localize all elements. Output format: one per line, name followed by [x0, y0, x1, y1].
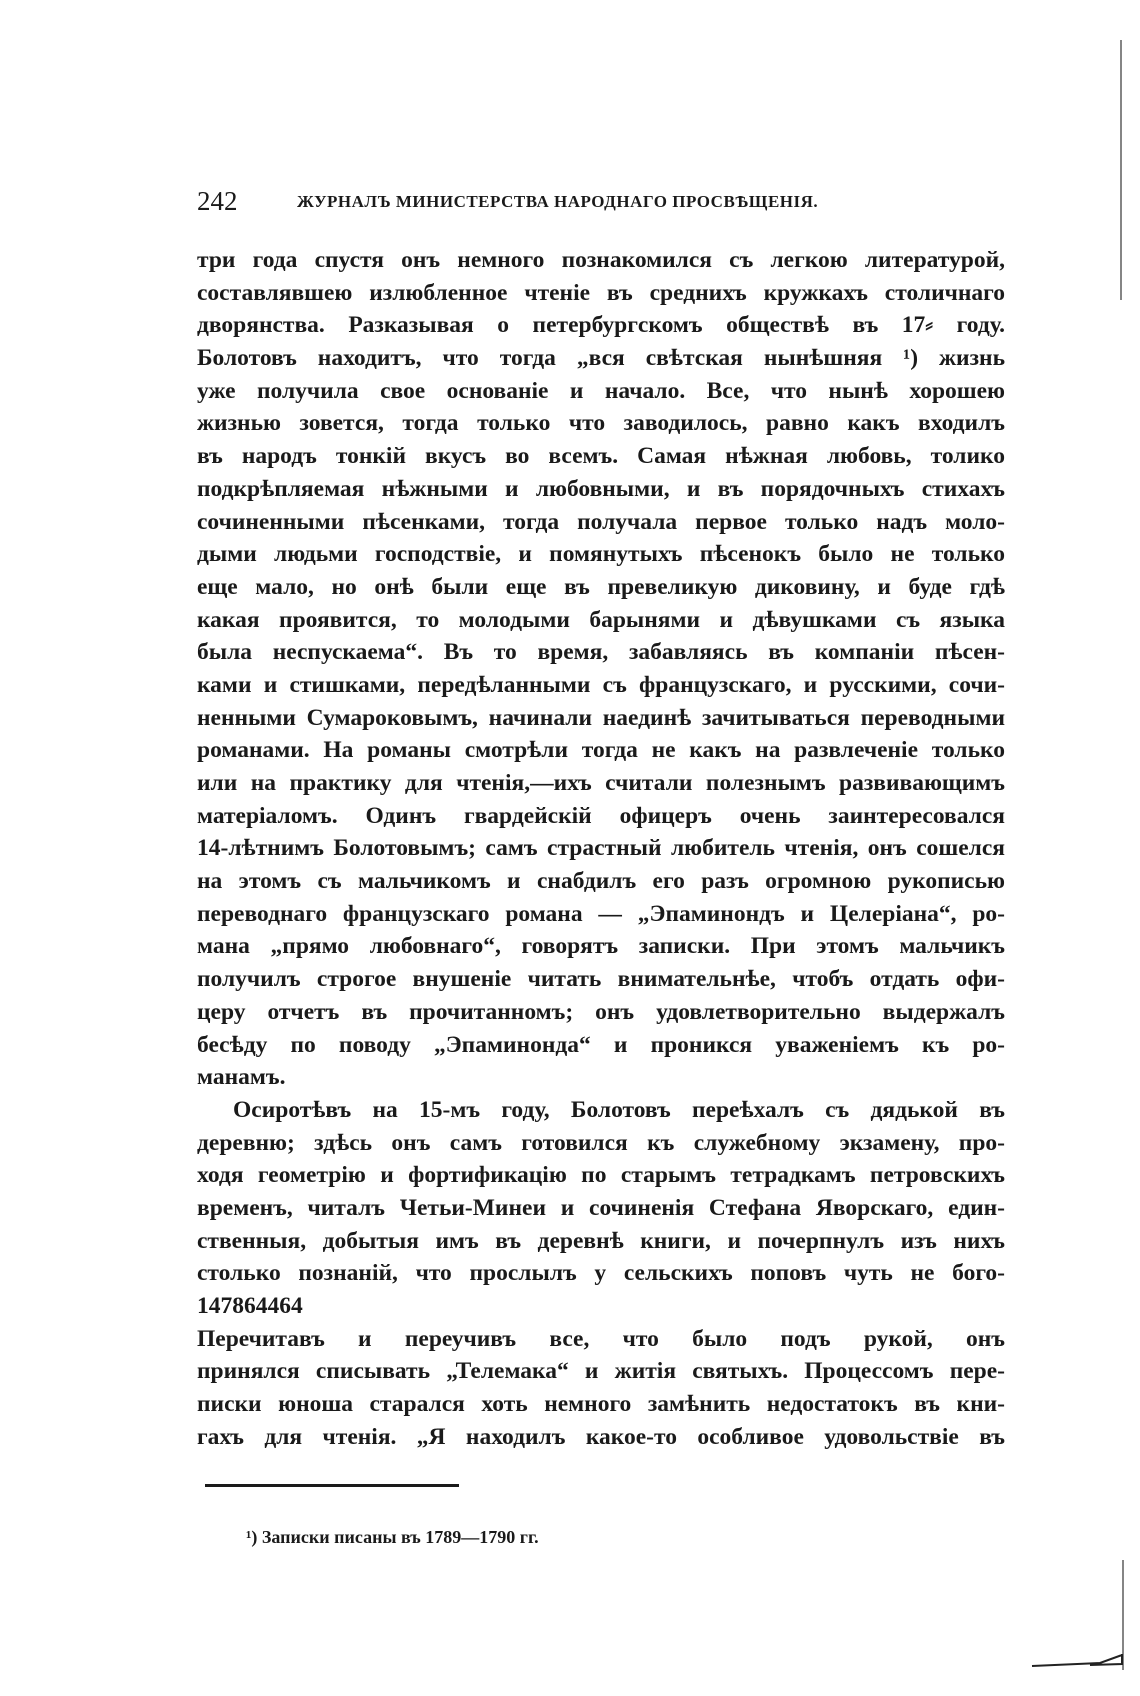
text-line: писки юноша старался хоть немного замѣнить недостатокъ въ кни-	[197, 1391, 1005, 1418]
text-line: дворянства. Разказывая о петербургскомъ обществѣ въ 17⸗ году.	[197, 312, 1005, 339]
text-line: какая проявится, то молодыми барынями и дѣвушками съ языка	[197, 606, 1005, 633]
text-line: на этомъ съ мальчикомъ и снабдилъ его разъ огромною рукописью	[197, 868, 1005, 895]
text-line: романами. На романы смотрѣли тогда не какъ на развлеченіе только	[197, 737, 1005, 764]
text-line: матеріаломъ. Одинъ гвардейскій офицеръ очень заинтересовался	[197, 802, 1005, 829]
scan-corner-mark	[1030, 1652, 1124, 1668]
text-line: столько познаній, что прослылъ у сельскихъ поповъ чуть не бого-	[197, 1260, 1005, 1287]
text-line: деревню; здѣсь онъ самъ готовился къ служебному экзамену, про-	[197, 1129, 1005, 1156]
text-line: получилъ строгое внушеніе читать внимательнѣе, чтобъ отдать офи-	[197, 966, 1005, 993]
text-line: Болотовъ находитъ, что тогда „вся свѣтская нынѣшняя ¹) жизнь	[197, 345, 1005, 372]
text-line: 14-лѣтнимъ Болотовымъ; самъ страстный любитель чтенія, онъ сошелся	[197, 835, 1005, 862]
text-line: бесѣду по поводу „Эпаминонда“ и проникся уваженіемъ къ ро-	[197, 1031, 1005, 1058]
text-line: временъ, читалъ Четьи-Минеи и сочиненія Стефана Яворскаго, един-	[197, 1194, 1005, 1221]
text-line: ственныя, добытыя имъ въ деревнѣ книги, и почерпнулъ изъ нихъ	[197, 1227, 1005, 1254]
footnote: ¹) Записки писаны въ 1789—1790 гг.	[246, 1527, 539, 1547]
text-line: въ народъ тонкій вкусъ во всемъ. Самая нѣжная любовь, толико	[197, 443, 1005, 470]
text-line: жизнью зовется, тогда только что заводилось, равно какъ входилъ	[197, 410, 1005, 437]
text-line: переводнаго французскаго романа — „Эпаминондъ и Целеріана“, ро-	[197, 900, 1005, 927]
text-line: церу отчетъ въ прочитанномъ; онъ удовлетворительно выдержалъ	[197, 998, 1005, 1025]
text-line: составлявшею излюбленное чтеніе въ среднихъ кружкахъ столичнаго	[197, 279, 1005, 306]
text-line: ненными Сумароковымъ, начинали наединѣ зачитываться переводными	[197, 704, 1005, 731]
text-line: дыми людьми господствіе, и помянутыхъ пѣсенокъ было не только	[197, 541, 1005, 568]
running-title: ЖУРНАЛЪ МИНИСТЕРСТВА НАРОДНАГО ПРОСВѢЩЕНІЯ.	[297, 192, 819, 211]
text-line: Перечитавъ и переучивъ все, что было подъ рукой, онъ	[197, 1325, 1005, 1352]
text-line: три года спустя онъ немного познакомился съ легкою литературой,	[197, 247, 1005, 273]
page-header	[197, 186, 1017, 220]
text-line: или на практику для чтенія,—ихъ считали полезнымъ развивающимъ	[197, 770, 1005, 796]
text-line: подкрѣпляемая нѣжными и любовными, и въ порядочныхъ стихахъ	[197, 475, 1005, 502]
footnote-rule	[205, 1484, 459, 1487]
text-line: сочиненными пѣсенками, тогда получала первое только надъ моло-	[197, 508, 1005, 535]
text-line-paragraph-end: манамъ.	[197, 1064, 286, 1091]
text-line: гахъ для чтенія. „Я находилъ какое-то особливое удовольствіе въ	[197, 1423, 1005, 1450]
text-line: ходя геометрію и фортификацію по старымъ тетрадкамъ петровскихъ	[197, 1162, 1005, 1189]
text-line: уже получила свое основаніе и начало. Все, что нынѣ хорошею	[197, 377, 1005, 404]
text-line: принялся списывать „Телемака“ и житія святыхъ. Процессомъ пере-	[197, 1358, 1005, 1385]
page-number: 242	[197, 186, 238, 216]
scan-edge-line	[1120, 40, 1122, 300]
body-text	[197, 244, 1005, 1453]
text-line: 147864464	[197, 1293, 303, 1319]
text-line: еще мало, но онѣ были еще въ превеликую диковину, и буде гдѣ	[197, 573, 1005, 600]
text-line-paragraph-start: Осиротѣвъ на 15-мъ году, Болотовъ переѣхалъ съ дядькой въ	[233, 1096, 1005, 1123]
text-line: ками и стишками, передѣланными съ французскаго, и русскими, сочи-	[197, 671, 1005, 698]
text-line: была неспускаема“. Въ то время, забавляясь въ компаніи пѣсен-	[197, 639, 1005, 666]
text-line: мана „прямо любовнаго“, говорятъ записки. При этомъ мальчикъ	[197, 933, 1005, 960]
